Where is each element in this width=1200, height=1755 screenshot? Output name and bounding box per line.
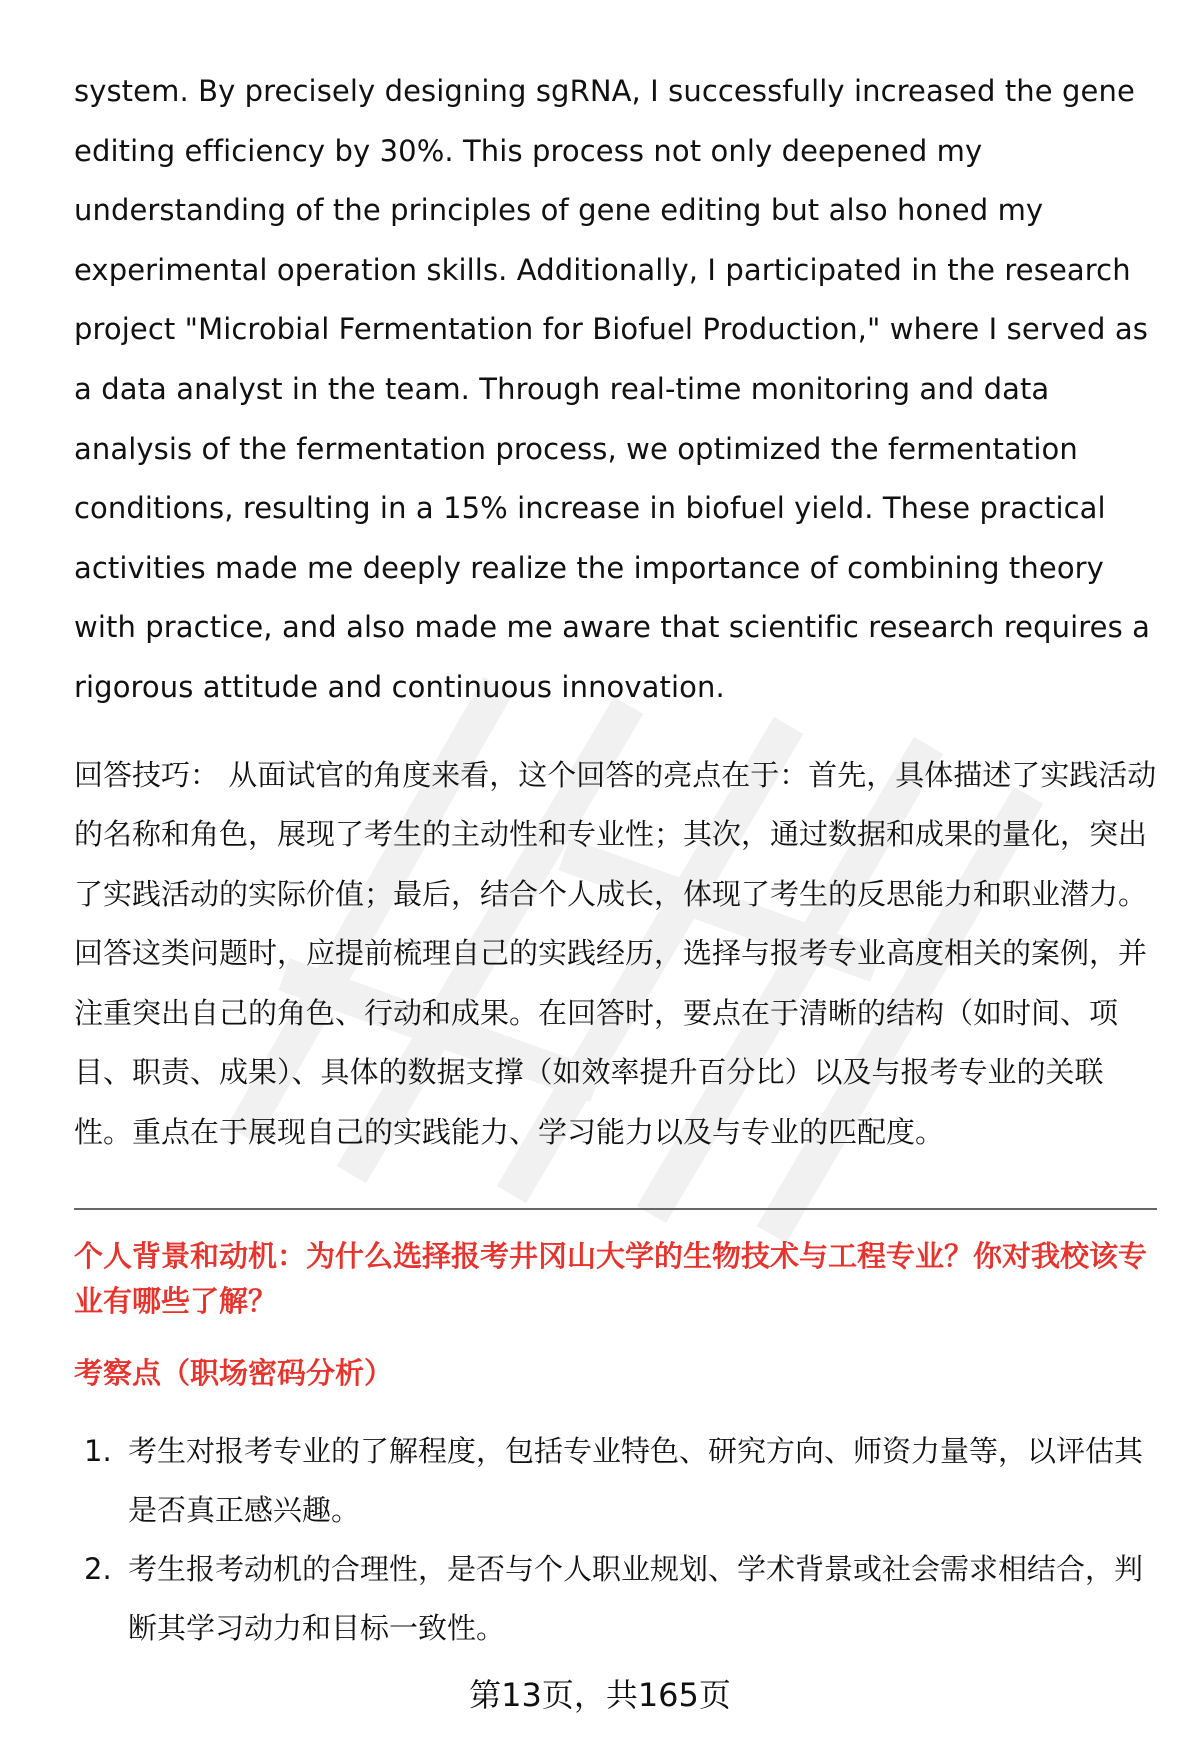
list-item (74, 1422, 1157, 1540)
assessment-heading: 考察点（职场密码分析） (74, 1356, 394, 1391)
assessment-points-list (74, 1422, 1157, 1658)
question-title: 个人背景和动机：为什么选择报考井冈山大学的生物技术与工程专业？你对我校该专业有哪些了解？ (74, 1239, 1148, 1319)
list-item-text: 考生报考动机的合理性，是否与个人职业规划、学术背景或社会需求相结合，判断其学习动力和目标一致性。 (128, 1552, 1144, 1646)
list-item (74, 1540, 1157, 1658)
document-page (74, 62, 1157, 1658)
page-number-footer: 第13页，共165页 (469, 1676, 731, 1714)
section-divider (74, 1208, 1157, 1210)
answer-tips-paragraph (74, 746, 1157, 1163)
list-item-number: 1. (84, 1434, 112, 1469)
tips-body: 从面试官的角度来看，这个回答的亮点在于：首先，具体描述了实践活动的名称和角色，展现了考生的主动性和专业性；其次，通过数据和成果的量化，突出了实践活动的实际价值；最后，结合个人成长，体现了考生的反思能力和职业潜力。回答这类问题时，应提前梳理自己的实践经历，选择与报考专业高度相关的案例，并注重突出自己的角色、行动和成果。在回答时，要点在于清晰的结构（如时间、项目、职责、成果）、具体的数据支撑（如效率提升百分比）以及与报考专业的关联性。重点在于展现自己的实践能力、学习能力以及与专业的匹配度。 (74, 757, 1157, 1149)
list-item-text: 考生对报考专业的了解程度，包括专业特色、研究方向、师资力量等，以评估其是否真正感兴趣。 (128, 1434, 1144, 1528)
tips-label: 回答技巧： (74, 757, 220, 792)
answer-paragraph: system. By precisely designing sgRNA, I successfully increased the gene editing efficiency by 30%. This process not only deepened my understanding of the principles of gene editing but also honed my experimental operation skills. Additionally, I participated in the research project "Microbial Fermentation for Biofuel Production," where I served as a data analyst in the team. Through real-time monitoring and data analysis of the fermentation process, we optimized the fermentation conditions, resulting in a 15% increase in biofuel yield. These practical activities made me deeply realize the importance of combining theory with practice, and also made me aware that scientific research requires a rigorous attitude and continuous innovation. (74, 74, 1150, 704)
list-item-number: 2. (84, 1552, 112, 1587)
